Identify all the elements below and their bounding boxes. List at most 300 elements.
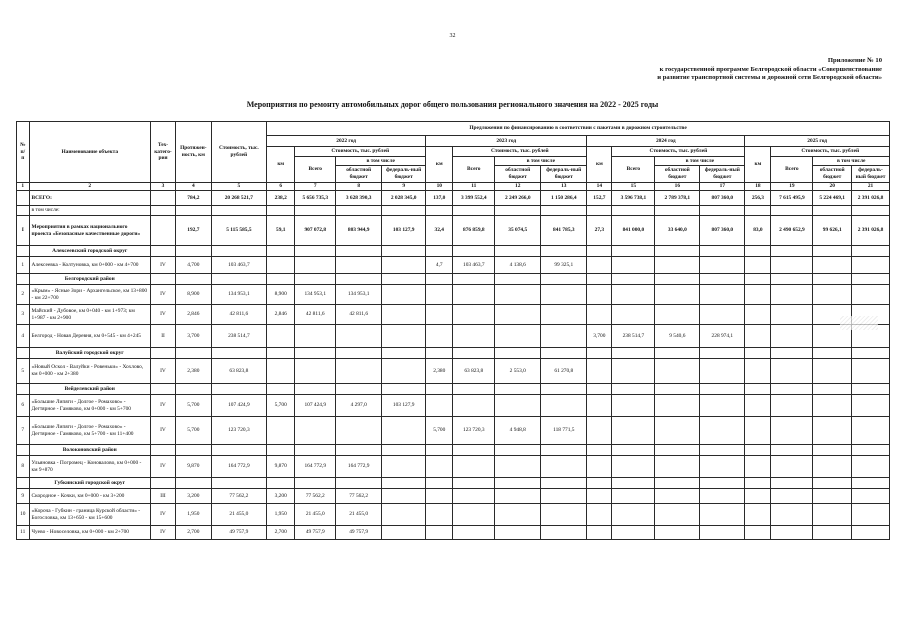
total-label: ВСЕГО: [29, 191, 150, 206]
empty-cell [150, 384, 175, 395]
empty-cell [295, 348, 336, 359]
data-cell: 2 391 026,8 [852, 216, 890, 246]
data-cell [813, 359, 852, 384]
data-cell [655, 504, 700, 526]
empty-cell [336, 384, 382, 395]
including-label: в том числе: [29, 206, 150, 216]
table-row [17, 417, 890, 445]
data-cell: 2 028 345,0 [382, 191, 426, 206]
header-cost-thousand: Стоимость, тыс. рублей [453, 147, 587, 157]
data-cell [813, 526, 852, 540]
empty-cell [336, 348, 382, 359]
data-cell: 118 771,5 [541, 417, 587, 445]
data-cell [587, 504, 612, 526]
data-cell [382, 526, 426, 540]
empty-cell [587, 478, 612, 489]
empty-cell [852, 478, 890, 489]
data-cell [587, 359, 612, 384]
section-spacer [17, 348, 30, 359]
data-cell: 27,3 [587, 216, 612, 246]
table-row [17, 489, 890, 504]
data-cell: 1,950 [267, 504, 295, 526]
data-cell: 228 974,1 [700, 325, 745, 348]
empty-cell [771, 206, 813, 216]
header-total: Всего [771, 157, 813, 183]
data-cell: 63 823,8 [453, 359, 495, 384]
empty-cell [150, 246, 175, 257]
data-cell [426, 305, 453, 325]
section-name: Алексеевский городской округ [29, 246, 150, 257]
data-cell: 20 268 521,7 [211, 191, 266, 206]
data-cell [771, 285, 813, 305]
empty-cell [176, 384, 212, 395]
data-cell: 42 811,6 [211, 305, 266, 325]
empty-cell [336, 274, 382, 285]
column-number: 9 [382, 183, 426, 191]
section-row [17, 384, 890, 395]
data-cell: 164 772,9 [336, 456, 382, 478]
data-cell: 5,700 [426, 417, 453, 445]
data-cell [745, 456, 771, 478]
data-cell [453, 489, 495, 504]
data-cell: 49 757,9 [211, 526, 266, 540]
empty-cell [745, 478, 771, 489]
header-name: Наименование объекта [29, 122, 150, 183]
column-number: 12 [495, 183, 541, 191]
column-number: 16 [655, 183, 700, 191]
empty-cell [813, 274, 852, 285]
data-cell [495, 526, 541, 540]
empty-cell [453, 246, 495, 257]
empty-cell [295, 478, 336, 489]
empty-cell [426, 206, 453, 216]
empty-cell [771, 274, 813, 285]
data-cell [612, 504, 655, 526]
data-cell [852, 395, 890, 417]
data-cell: 49 757,9 [336, 526, 382, 540]
header-length: Протяжен-ность, км [176, 122, 212, 183]
header-regional: областной бюджет [495, 166, 541, 183]
empty-cell [495, 274, 541, 285]
empty-cell [813, 206, 852, 216]
data-cell [655, 456, 700, 478]
row-number: 10 [17, 504, 30, 526]
data-cell: 103 127,9 [382, 216, 426, 246]
data-cell [655, 395, 700, 417]
header-total: Всего [295, 157, 336, 183]
data-cell [612, 285, 655, 305]
column-number: 15 [612, 183, 655, 191]
data-cell [612, 305, 655, 325]
data-cell [382, 489, 426, 504]
data-cell: 8,900 [267, 285, 295, 305]
data-cell [382, 305, 426, 325]
empty-cell [745, 246, 771, 257]
data-cell [587, 489, 612, 504]
empty-cell [612, 274, 655, 285]
row-number: 6 [17, 395, 30, 417]
data-cell [587, 305, 612, 325]
empty-cell [495, 348, 541, 359]
data-cell [771, 325, 813, 348]
data-cell [426, 395, 453, 417]
object-name: Алексеевка - Колтуновка, км 0+000 - км 4+700 [29, 257, 150, 274]
appendix-line-2: к государственной программе Белгородской области «Совершенствование [659, 65, 882, 73]
row-number: 9 [17, 489, 30, 504]
data-cell: 3 628 390,3 [336, 191, 382, 206]
column-number: 14 [587, 183, 612, 191]
object-name: Ульяновка - Погромец - Коновалово, км 0+000 - км 9+870 [29, 456, 150, 478]
section-spacer [17, 274, 30, 285]
data-cell: 841 000,0 [612, 216, 655, 246]
data-cell: 59,1 [267, 216, 295, 246]
empty-cell [150, 274, 175, 285]
row-number: 2 [17, 285, 30, 305]
data-cell: 42 811,6 [295, 305, 336, 325]
data-cell: 164 772,9 [295, 456, 336, 478]
row-number: 7 [17, 417, 30, 445]
table-row [17, 504, 890, 526]
data-cell: 5 115 585,5 [211, 216, 266, 246]
data-cell: 3,200 [267, 489, 295, 504]
header-regional: областной бюджет [336, 166, 382, 183]
data-cell [587, 417, 612, 445]
data-cell [150, 191, 175, 206]
empty-cell [700, 274, 745, 285]
empty-cell [541, 445, 587, 456]
data-cell [426, 504, 453, 526]
data-cell: 134 953,1 [211, 285, 266, 305]
empty-cell [211, 246, 266, 257]
data-cell [453, 285, 495, 305]
empty-cell [852, 348, 890, 359]
column-number: 19 [771, 183, 813, 191]
data-cell [813, 257, 852, 274]
row-number: 8 [17, 456, 30, 478]
table-row [17, 456, 890, 478]
data-cell [852, 456, 890, 478]
column-number: 4 [176, 183, 212, 191]
empty-cell [700, 384, 745, 395]
data-cell [382, 456, 426, 478]
empty-cell [655, 246, 700, 257]
header-year-2025: 2025 год [745, 136, 890, 147]
empty-cell [745, 348, 771, 359]
data-cell: 123 720,3 [453, 417, 495, 445]
empty-cell [852, 445, 890, 456]
empty-cell [267, 445, 295, 456]
data-cell: 77 562,2 [336, 489, 382, 504]
empty-cell [745, 384, 771, 395]
data-cell [541, 526, 587, 540]
empty-cell [612, 384, 655, 395]
empty-cell [382, 274, 426, 285]
header-including: в том числе [336, 157, 426, 166]
data-cell: 784,2 [176, 191, 212, 206]
data-cell [700, 526, 745, 540]
data-cell: 5,700 [267, 395, 295, 417]
data-cell: 192,7 [176, 216, 212, 246]
empty-cell [587, 348, 612, 359]
data-cell: III [150, 489, 175, 504]
data-cell [745, 417, 771, 445]
section-spacer [17, 384, 30, 395]
data-cell [852, 359, 890, 384]
row-number: 1 [17, 257, 30, 274]
data-cell [426, 456, 453, 478]
data-cell [771, 526, 813, 540]
empty-cell [267, 348, 295, 359]
data-cell [495, 504, 541, 526]
object-name: «Короча - Губкин - граница Курской области» - Богословка, км 13+650 - км 15+600 [29, 504, 150, 526]
data-cell: IV [150, 526, 175, 540]
data-cell: 1,950 [176, 504, 212, 526]
empty-cell [336, 445, 382, 456]
data-cell [382, 257, 426, 274]
data-cell [336, 257, 382, 274]
data-cell: 123 720,3 [211, 417, 266, 445]
column-number: 8 [336, 183, 382, 191]
data-cell [700, 305, 745, 325]
data-cell [426, 489, 453, 504]
data-cell [267, 257, 295, 274]
empty-cell [426, 246, 453, 257]
empty-cell [176, 348, 212, 359]
empty-cell [267, 274, 295, 285]
header-total: Всего [453, 157, 495, 183]
data-cell [655, 417, 700, 445]
empty-cell [211, 206, 266, 216]
data-cell [541, 395, 587, 417]
data-cell: 9,870 [176, 456, 212, 478]
data-cell: 4 948,8 [495, 417, 541, 445]
data-cell [852, 417, 890, 445]
empty-cell [295, 384, 336, 395]
data-cell [655, 257, 700, 274]
section-row [17, 445, 890, 456]
data-cell: 61 270,8 [541, 359, 587, 384]
data-cell: 5,700 [176, 417, 212, 445]
data-cell [745, 504, 771, 526]
table-row [17, 526, 890, 540]
total-row [17, 191, 890, 206]
empty-cell [612, 445, 655, 456]
empty-cell [612, 206, 655, 216]
empty-cell [655, 384, 700, 395]
empty-cell [382, 384, 426, 395]
object-name: «Крым» - Ясные Зори - Архангельское, км 13+800 - км 22+700 [29, 285, 150, 305]
empty-cell [495, 206, 541, 216]
data-cell [453, 395, 495, 417]
empty-cell [655, 445, 700, 456]
column-number: 18 [745, 183, 771, 191]
empty-cell [295, 206, 336, 216]
empty-cell [587, 206, 612, 216]
header-federal: федераль-ный бюджет [541, 166, 587, 183]
section-name: Белгородский район [29, 274, 150, 285]
data-cell: IV [150, 285, 175, 305]
column-number: 1 [17, 183, 30, 191]
data-cell: IV [150, 257, 175, 274]
data-cell [336, 359, 382, 384]
data-cell [267, 417, 295, 445]
data-cell: IV [150, 504, 175, 526]
data-cell [745, 526, 771, 540]
data-cell: 5 656 735,3 [295, 191, 336, 206]
empty-cell [295, 274, 336, 285]
data-cell: 21 455,0 [295, 504, 336, 526]
column-number: 7 [295, 183, 336, 191]
empty-cell [700, 478, 745, 489]
empty-cell [612, 246, 655, 257]
data-cell: 32,4 [426, 216, 453, 246]
empty-cell [495, 384, 541, 395]
header-category: Тех-катего-рия [150, 122, 175, 183]
empty-cell [453, 445, 495, 456]
data-cell [336, 325, 382, 348]
empty-cell [150, 445, 175, 456]
empty-cell [852, 274, 890, 285]
empty-cell [336, 206, 382, 216]
header-including: в том числе [655, 157, 745, 166]
data-cell: 3,200 [176, 489, 212, 504]
empty-cell [267, 384, 295, 395]
empty-cell [295, 246, 336, 257]
data-cell: 238 514,7 [211, 325, 266, 348]
object-name: «Новый Оскол - Валуйки - Ровеньки» - Хохлово, км 0+000 - км 2+380 [29, 359, 150, 384]
header-federal: федераль-ный бюджет [852, 166, 890, 183]
empty-cell [426, 445, 453, 456]
empty-cell [745, 274, 771, 285]
data-cell [700, 359, 745, 384]
empty-cell [541, 246, 587, 257]
data-cell: 9,870 [267, 456, 295, 478]
empty-cell [176, 206, 212, 216]
data-cell [745, 305, 771, 325]
data-cell [267, 325, 295, 348]
data-cell [852, 257, 890, 274]
empty-cell [852, 384, 890, 395]
data-cell [453, 526, 495, 540]
data-cell [852, 285, 890, 305]
data-cell: 107 424,9 [211, 395, 266, 417]
empty-cell [150, 206, 175, 216]
empty-cell [336, 478, 382, 489]
data-cell: 2,846 [176, 305, 212, 325]
header-km: км [426, 147, 453, 183]
data-cell: 103 127,9 [382, 395, 426, 417]
section-row [17, 348, 890, 359]
data-cell: IV [150, 359, 175, 384]
data-cell [813, 285, 852, 305]
data-cell [295, 325, 336, 348]
empty-cell [176, 478, 212, 489]
appendix-line-3: и развитие транспортной системы и дорожной сети Белгородской области» [657, 74, 882, 81]
empty-cell [541, 478, 587, 489]
data-cell [813, 417, 852, 445]
empty-cell [495, 246, 541, 257]
empty-cell [426, 478, 453, 489]
data-cell [295, 417, 336, 445]
data-cell: IV [150, 417, 175, 445]
section-row [17, 274, 890, 285]
data-cell [541, 504, 587, 526]
data-cell [495, 325, 541, 348]
empty-cell [495, 445, 541, 456]
data-cell [336, 417, 382, 445]
section-name: Волоконовский район [29, 445, 150, 456]
data-cell [655, 526, 700, 540]
data-cell: 137,0 [426, 191, 453, 206]
data-cell: 2,380 [176, 359, 212, 384]
header-regional: областной бюджет [655, 166, 700, 183]
data-cell: 2 553,0 [495, 359, 541, 384]
data-cell: 21 455,0 [336, 504, 382, 526]
empty-cell [813, 384, 852, 395]
section-name: Вейделевский район [29, 384, 150, 395]
empty-cell [426, 274, 453, 285]
data-cell [745, 257, 771, 274]
empty-cell [700, 206, 745, 216]
page-number: 32 [449, 33, 456, 39]
data-cell [587, 395, 612, 417]
data-cell [587, 285, 612, 305]
empty-cell [852, 206, 890, 216]
data-cell [541, 456, 587, 478]
data-cell [745, 489, 771, 504]
data-cell [745, 285, 771, 305]
empty-cell [541, 206, 587, 216]
data-cell: 83,0 [745, 216, 771, 246]
object-name: Скородное - Кочки, км 0+000 - км 3+200 [29, 489, 150, 504]
section-row [17, 246, 890, 257]
empty-cell [336, 246, 382, 257]
empty-cell [176, 274, 212, 285]
header-year-2024: 2024 год [587, 136, 745, 147]
data-cell: 803 944,9 [336, 216, 382, 246]
data-cell: 99 626,1 [813, 216, 852, 246]
header-federal: федераль-ный бюджет [700, 166, 745, 183]
empty-cell [612, 478, 655, 489]
empty-cell [150, 348, 175, 359]
data-cell [700, 456, 745, 478]
empty-cell [813, 478, 852, 489]
column-number: 13 [541, 183, 587, 191]
data-cell: 807 360,0 [700, 216, 745, 246]
document-title: Мероприятия по ремонту автомобильных дорог общего пользования регионального значения на 2022 - 2025 годы [246, 100, 659, 109]
empty-cell [211, 445, 266, 456]
data-cell: 152,7 [587, 191, 612, 206]
empty-cell [813, 348, 852, 359]
data-cell [700, 489, 745, 504]
data-cell: 807 360,0 [700, 191, 745, 206]
row-number: I [17, 216, 30, 246]
data-cell: 103 463,7 [211, 257, 266, 274]
data-cell: 841 785,3 [541, 216, 587, 246]
data-cell: 164 772,9 [211, 456, 266, 478]
empty-cell [267, 478, 295, 489]
data-cell [495, 489, 541, 504]
data-cell [267, 359, 295, 384]
data-cell: 4 138,6 [495, 257, 541, 274]
empty-cell [211, 478, 266, 489]
data-cell [771, 359, 813, 384]
data-cell [655, 359, 700, 384]
empty-cell [655, 206, 700, 216]
data-cell: 103 463,7 [453, 257, 495, 274]
data-cell: 2,700 [176, 526, 212, 540]
column-number: 10 [426, 183, 453, 191]
